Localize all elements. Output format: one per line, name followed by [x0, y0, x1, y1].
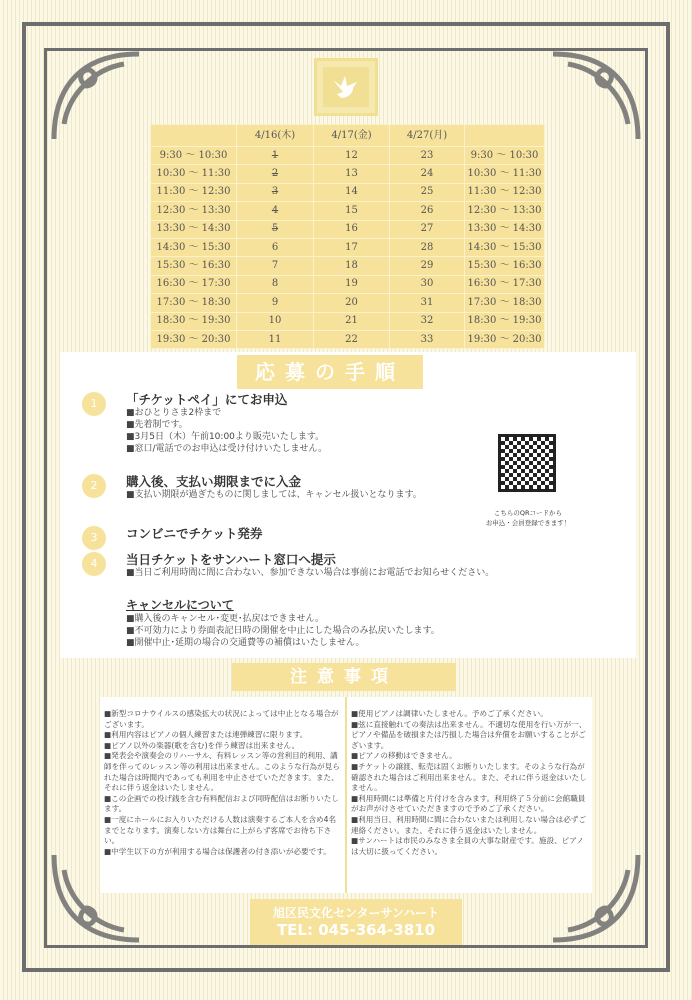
step-title: 当日チケットをサンハート窓口へ提示 [126, 552, 336, 567]
slot-cell: 24 [390, 165, 465, 183]
cancel-title: キャンセルについて [126, 598, 234, 612]
step-number: 4 [82, 552, 106, 576]
header-cell [465, 125, 545, 147]
notes-left: ■新型コロナウイルスの感染拡大の状況によっては中止となる場合がございます。 ■利用内容はピアノの個人練習または連弾練習に限ります。 ■ピアノ以外の楽器(歌を含む)を伴う練習は出来ません。 ■発表会や演奏会のリハーサル、有料レッスン等の営利目的利用、講師を伴ってのレッスン等の利用は出来ません。このような行為が見られた場合は時間内であっても利用を中止させていただきます。また、それに伴う返金はいたしません。 ■この企画での投げ銭を含む有料配信および同時配信はお断りいたします。 ■一度にホールにお入りいただける人数は演奏するご本人を含め4名までとなります。演奏しない方は舞台に上がらず客席でお待ち下さい。 ■中学生以下の方が利用する場合は保護者の付き添いが必要です。 [100, 697, 347, 893]
cancel-line: ■不可効力により券面表記日時の開催を中止にした場合のみ払戻いたします。 [126, 626, 440, 636]
slot-cell: 8 [237, 275, 314, 293]
notes-heading: 注意事項 [232, 663, 456, 691]
dove-icon [331, 74, 361, 100]
step-title: 「チケットペイ」にてお申込 [126, 392, 288, 407]
time-cell: 19:30 ～ 20:30 [465, 330, 545, 348]
table-row [151, 147, 545, 165]
header-cell: 4/16(木) [237, 125, 314, 147]
time-cell: 11:30 ～ 12:30 [151, 183, 237, 201]
time-cell: 16:30 ～ 17:30 [465, 275, 545, 293]
time-cell: 9:30 ～ 10:30 [151, 147, 237, 165]
time-cell: 13:30 ～ 14:30 [151, 220, 237, 238]
time-cell: 12:30 ～ 13:30 [465, 202, 545, 220]
time-cell: 19:30 ～ 20:30 [151, 330, 237, 348]
table-row [151, 330, 545, 348]
slot-cell: 15 [314, 202, 390, 220]
slot-cell: 9 [237, 294, 314, 312]
slot-cell: 12 [314, 147, 390, 165]
time-cell: 10:30 ～ 11:30 [151, 165, 237, 183]
step-line: ■3月5日（木）午前10:00より販売いたします。 [126, 432, 325, 442]
procedure-panel [60, 352, 636, 658]
slot-cell: 25 [390, 183, 465, 201]
slot-cell: 10 [237, 312, 314, 330]
notes-right: ■使用ピアノは調律いたしません。予めご了承ください。 ■弦に直接触れての奏法は出来ません。不適切な使用を行い万が一、ピアノや備品を破損または汚損した場合は弁償をお願いすることがございます。 ■ピアノの移動はできません。 ■チケットの譲渡、転売は固くお断りいたします。そのような行為が確認された場合はご利用出来ません。また、それに伴う返金はいたしません。 ■利用時間には準備と片付けを含みます。利用終了５分前に会館職員がお声がけさせていただきますので予めご了承ください。 ■利用当日、利用時間に間に合わないまたは利用しない場合は必ずご連絡ください。また、それに伴う返金はいたしません。 ■サンハートは市民のみなさま全員の大事な財産です。施設、ピアノは大切に扱ってください。 [351, 709, 587, 856]
slot-cell: 13 [314, 165, 390, 183]
time-cell: 18:30 ～ 19:30 [151, 312, 237, 330]
table-row [151, 312, 545, 330]
cancel-line: ■購入後のキャンセル･変更･払戻はできません。 [126, 614, 325, 624]
table-row [151, 165, 545, 183]
dove-logo [314, 58, 378, 116]
table-row [151, 238, 545, 256]
ornament-scroll-icon [548, 44, 648, 144]
qr-caption-line: お申込・会員登録できます！ [485, 519, 571, 527]
slot-cell: 26 [390, 202, 465, 220]
table-row [151, 257, 545, 275]
slot-cell: 22 [314, 330, 390, 348]
time-cell: 16:30 ～ 17:30 [151, 275, 237, 293]
slot-cell: 33 [390, 330, 465, 348]
step-line: ■窓口/電話でのお申込は受け付けいたしません。 [126, 444, 328, 454]
slot-cell: 31 [390, 294, 465, 312]
time-cell: 17:30 ～ 18:30 [465, 294, 545, 312]
time-cell: 14:30 ～ 15:30 [465, 238, 545, 256]
slot-cell: 7 [237, 257, 314, 275]
slot-cell: 28 [390, 238, 465, 256]
table-row [151, 294, 545, 312]
header-cell: 4/27(月) [390, 125, 465, 147]
slot-cell: 23 [390, 147, 465, 165]
slot-cell: 4 [237, 202, 314, 220]
slot-cell: 17 [314, 238, 390, 256]
cancel-line: ■開催中止･延期の場合の交通費等の補償はいたしません。 [126, 638, 365, 648]
step-title: 購入後、支払い期限までに入金 [126, 474, 302, 489]
slot-cell: 3 [237, 183, 314, 201]
notes-panel [100, 697, 592, 893]
venue-tel[interactable]: TEL: 045-364-3810 [276, 921, 436, 939]
step-line: ■おひとりさま2枠まで [126, 408, 222, 418]
slot-cell: 20 [314, 294, 390, 312]
step-title: コンビニでチケット発券 [126, 526, 263, 541]
slot-cell: 11 [237, 330, 314, 348]
time-cell: 10:30 ～ 11:30 [465, 165, 545, 183]
step-line: ■支払い期限が過ぎたものに関しましては、キャンセル扱いとなります。 [126, 490, 422, 500]
table-row [151, 183, 545, 201]
ornament-scroll-icon [44, 44, 144, 144]
procedure-step [82, 526, 602, 544]
time-cell: 15:30 ～ 16:30 [465, 257, 545, 275]
footer-box [250, 899, 462, 945]
slot-cell: 6 [237, 238, 314, 256]
qr-caption-line: こちらのQRコードから [493, 509, 563, 517]
procedure-heading: 応募の手順 [237, 355, 423, 389]
step-line: ■当日ご利用時間に間に合わない、参加できない場合は事前にお電話でお知らせください。 [126, 568, 495, 578]
time-cell: 15:30 ～ 16:30 [151, 257, 237, 275]
slot-cell: 30 [390, 275, 465, 293]
slot-cell: 2 [237, 165, 314, 183]
slot-cell: 32 [390, 312, 465, 330]
slot-cell: 19 [314, 275, 390, 293]
cancel-section [82, 598, 602, 649]
table-row [151, 220, 545, 238]
slot-cell: 27 [390, 220, 465, 238]
table-row [151, 202, 545, 220]
slot-cell: 1 [237, 147, 314, 165]
time-cell: 14:30 ～ 15:30 [151, 238, 237, 256]
procedure-step [82, 552, 602, 579]
step-number: 3 [82, 526, 106, 550]
step-line: ■先着制です。 [126, 420, 188, 430]
table-header-row [151, 125, 545, 147]
slot-cell: 16 [314, 220, 390, 238]
slot-cell: 14 [314, 183, 390, 201]
slot-cell: 29 [390, 257, 465, 275]
venue-name: 旭区民文化センターサンハート [272, 906, 440, 920]
time-cell: 17:30 ～ 18:30 [151, 294, 237, 312]
time-cell: 18:30 ～ 19:30 [465, 312, 545, 330]
time-cell: 13:30 ～ 14:30 [465, 220, 545, 238]
time-cell: 9:30 ～ 10:30 [465, 147, 545, 165]
qr-code[interactable] [498, 434, 556, 492]
qr-caption [468, 508, 588, 528]
header-cell: 4/17(金) [314, 125, 390, 147]
slot-cell: 18 [314, 257, 390, 275]
schedule-table [150, 124, 545, 349]
time-cell: 11:30 ～ 12:30 [465, 183, 545, 201]
time-cell: 12:30 ～ 13:30 [151, 202, 237, 220]
step-number: 2 [82, 474, 106, 498]
table-row [151, 275, 545, 293]
slot-cell: 21 [314, 312, 390, 330]
step-number: 1 [82, 392, 106, 416]
slot-cell: 5 [237, 220, 314, 238]
header-cell [151, 125, 237, 147]
